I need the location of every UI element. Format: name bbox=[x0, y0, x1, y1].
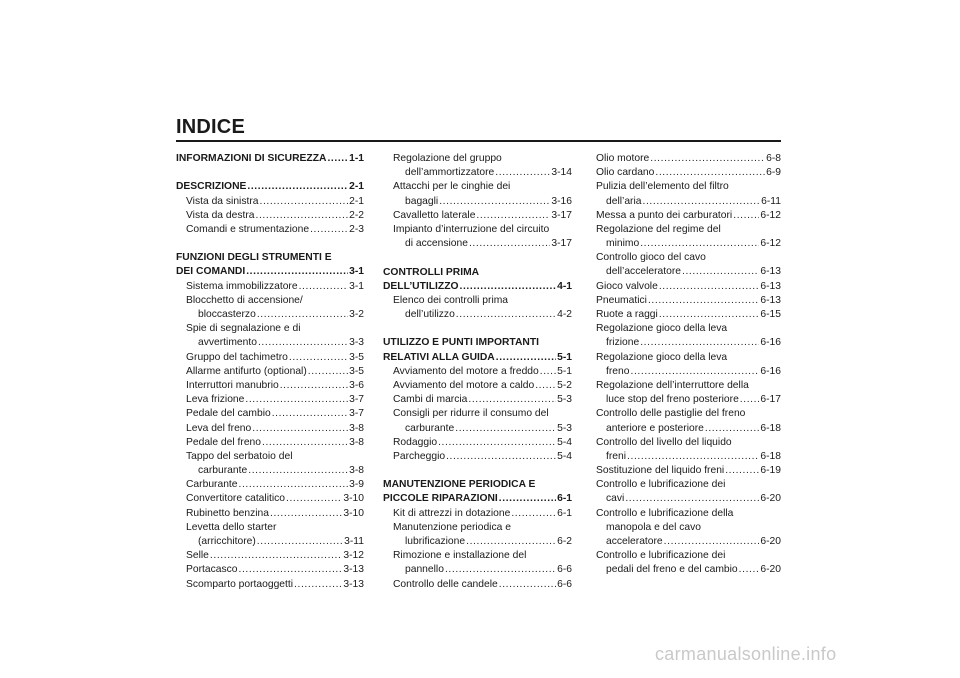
toc-heading: CONTROLLI PRIMA bbox=[383, 266, 480, 278]
toc-text: Blocchetto di accensione/ bbox=[186, 294, 303, 306]
toc-text: Levetta dello starter bbox=[186, 521, 277, 533]
toc-text: Rimozione e installazione del bbox=[393, 550, 527, 562]
toc-heading: FUNZIONI DEGLI STRUMENTI E bbox=[176, 252, 332, 264]
toc-entry[interactable]: Leva frizione ..... 3-7 bbox=[176, 393, 364, 407]
toc-entry[interactable]: Olio motore ..... 6-8 bbox=[596, 152, 781, 166]
toc-entry[interactable]: luce stop del freno posteriore ..... 6-17 bbox=[596, 393, 781, 407]
toc-heading: UTILIZZO E PUNTI IMPORTANTI bbox=[383, 337, 539, 349]
toc-text: Controllo del livello del liquido bbox=[596, 436, 732, 448]
toc-entry[interactable]: carburante ..... 3-8 bbox=[176, 464, 364, 478]
toc-entry[interactable]: dell’acceleratore ..... 6-13 bbox=[596, 266, 781, 280]
toc-text: Regolazione dell’interruttore della bbox=[596, 380, 749, 391]
toc-text: Regolazione del gruppo bbox=[393, 153, 502, 164]
toc-entry[interactable]: Pneumatici ..... 6-13 bbox=[596, 294, 781, 308]
toc-entry[interactable]: carburante ..... 5-3 bbox=[383, 422, 572, 436]
toc-entry[interactable]: freni ..... 6-18 bbox=[596, 450, 781, 464]
toc-text: Elenco dei controlli prima bbox=[393, 294, 509, 306]
toc-entry[interactable]: frizione ..... 6-16 bbox=[596, 336, 781, 350]
toc-entry[interactable]: DELL’UTILIZZO ..... 4-1 bbox=[383, 280, 572, 294]
toc-entry[interactable]: Avviamento del motore a freddo ..... 5-1 bbox=[383, 365, 572, 379]
toc-text: Pulizia dell’elemento del filtro bbox=[596, 181, 729, 193]
toc-entry[interactable]: Gruppo del tachimetro ..... 3-5 bbox=[176, 351, 364, 365]
toc-text: Impianto d’interruzione del circuito bbox=[393, 223, 550, 235]
toc-entry[interactable]: PICCOLE RIPARAZIONI ..... 6-1 bbox=[383, 493, 572, 507]
toc-heading: MANUTENZIONE PERIODICA E bbox=[383, 479, 536, 491]
toc-text: Regolazione gioco della leva bbox=[596, 323, 728, 335]
toc-entry[interactable]: Controllo delle candele ..... 6-6 bbox=[383, 578, 572, 592]
toc-entry[interactable]: Portacasco ..... 3-13 bbox=[176, 563, 364, 577]
toc-text: Manutenzione periodica e bbox=[393, 521, 511, 533]
toc-entry[interactable]: INFORMAZIONI DI SICUREZZA ..... 1-1 bbox=[176, 152, 364, 166]
toc-entry[interactable]: Avviamento del motore a caldo ..... 5-2 bbox=[383, 379, 572, 393]
toc-text: Controllo gioco del cavo bbox=[596, 252, 706, 264]
toc-entry[interactable]: Allarme antifurto (optional) ..... 3-5 bbox=[176, 365, 364, 379]
toc-entry[interactable]: Pedale del cambio ..... 3-7 bbox=[176, 407, 364, 421]
toc-text: Regolazione del regime del bbox=[596, 223, 721, 235]
toc-text: Attacchi per le cinghie dei bbox=[393, 181, 511, 193]
toc-entry[interactable]: Leva del freno ..... 3-8 bbox=[176, 422, 364, 436]
toc-entry[interactable]: Gioco valvole ..... 6-13 bbox=[596, 280, 781, 294]
toc-entry[interactable]: bloccasterzo ..... 3-2 bbox=[176, 308, 364, 322]
toc-entry[interactable]: cavi ..... 6-20 bbox=[596, 493, 781, 507]
watermark-footer: carmanualsonline.info bbox=[655, 644, 837, 664]
toc-entry[interactable]: Pedale del freno ..... 3-8 bbox=[176, 436, 364, 450]
toc-entry[interactable]: DEI COMANDI ..... 3-1 bbox=[176, 266, 364, 280]
toc-text: manopola e del cavo bbox=[606, 521, 702, 533]
toc-entry[interactable]: dell’utilizzo ..... 4-2 bbox=[383, 308, 572, 322]
toc-entry[interactable]: dell’ammortizzatore ..... 3-14 bbox=[383, 166, 572, 180]
toc-entry[interactable]: pedali del freno e del cambio ..... 6-20 bbox=[596, 563, 781, 577]
toc-text: Regolazione gioco della leva bbox=[596, 351, 728, 363]
toc-text: Consigli per ridurre il consumo del bbox=[393, 408, 549, 420]
toc-entry[interactable]: Vista da sinistra ..... 2-1 bbox=[176, 195, 364, 209]
toc-entry[interactable]: pannello ..... 6-6 bbox=[383, 563, 572, 577]
toc-entry[interactable]: Kit di attrezzi in dotazione ..... 6-1 bbox=[383, 507, 572, 521]
toc-entry[interactable]: Convertitore catalitico ..... 3-10 bbox=[176, 493, 364, 507]
toc-entry[interactable]: Sistema immobilizzatore ..... 3-1 bbox=[176, 280, 364, 294]
toc-entry[interactable]: Ruote a raggi ..... 6-15 bbox=[596, 308, 781, 322]
toc-text: Controllo e lubrificazione della bbox=[596, 507, 734, 519]
toc-entry[interactable]: freno ..... 6-16 bbox=[596, 365, 781, 379]
toc-text: Controllo e lubrificazione dei bbox=[596, 550, 726, 562]
toc-entry[interactable]: Scomparto portaoggetti ..... 3-13 bbox=[176, 578, 364, 592]
toc-column-2 bbox=[383, 152, 572, 592]
toc-entry[interactable]: acceleratore ..... 6-20 bbox=[596, 535, 781, 549]
toc-column-3 bbox=[596, 152, 781, 578]
toc-entry[interactable]: (arricchitore) ..... 3-11 bbox=[176, 535, 364, 549]
toc-entry[interactable]: Rubinetto benzina ..... 3-10 bbox=[176, 507, 364, 521]
toc-entry[interactable]: Cambi di marcia ..... 5-3 bbox=[383, 393, 572, 407]
toc-entry[interactable]: Carburante ..... 3-9 bbox=[176, 478, 364, 492]
toc-text: Controllo e lubrificazione dei bbox=[596, 479, 726, 491]
toc-entry[interactable]: avvertimento ..... 3-3 bbox=[176, 336, 364, 350]
page-title: INDICE bbox=[176, 116, 245, 138]
toc-text: Tappo del serbatoio del bbox=[186, 450, 293, 462]
toc-text: Controllo delle pastiglie del freno bbox=[596, 408, 746, 420]
toc-entry[interactable]: Rodaggio ..... 5-4 bbox=[383, 436, 572, 450]
toc-entry[interactable]: DESCRIZIONE ..... 2-1 bbox=[176, 180, 364, 194]
toc-entry[interactable]: Vista da destra ..... 2-2 bbox=[176, 209, 364, 223]
toc-text: Spie di segnalazione e di bbox=[186, 323, 301, 335]
toc-entry[interactable]: anteriore e posteriore ..... 6-18 bbox=[596, 422, 781, 436]
toc-entry[interactable]: Sostituzione del liquido freni ..... 6-19 bbox=[596, 464, 781, 478]
toc-entry[interactable]: Selle ..... 3-12 bbox=[176, 549, 364, 563]
toc-entry[interactable]: lubrificazione ..... 6-2 bbox=[383, 535, 572, 549]
toc-entry[interactable]: dell’aria ..... 6-11 bbox=[596, 195, 781, 209]
toc-entry[interactable]: RELATIVI ALLA GUIDA ..... 5-1 bbox=[383, 351, 572, 365]
toc-entry[interactable]: Parcheggio ..... 5-4 bbox=[383, 450, 572, 464]
toc-entry[interactable]: di accensione ..... 3-17 bbox=[383, 237, 572, 251]
toc-entry[interactable]: Interruttori manubrio ..... 3-6 bbox=[176, 379, 364, 393]
toc-entry[interactable]: Comandi e strumentazione ..... 2-3 bbox=[176, 223, 364, 237]
toc-column-1 bbox=[176, 152, 364, 592]
toc-entry[interactable]: minimo ..... 6-12 bbox=[596, 237, 781, 251]
toc-entry[interactable]: Olio cardano ..... 6-9 bbox=[596, 166, 781, 180]
toc-entry[interactable]: Messa a punto dei carburatori ..... 6-12 bbox=[596, 209, 781, 223]
toc-entry[interactable]: Cavalletto laterale ..... 3-17 bbox=[383, 209, 572, 223]
title-rule bbox=[176, 140, 781, 142]
toc-entry[interactable]: bagagli ..... 3-16 bbox=[383, 195, 572, 209]
